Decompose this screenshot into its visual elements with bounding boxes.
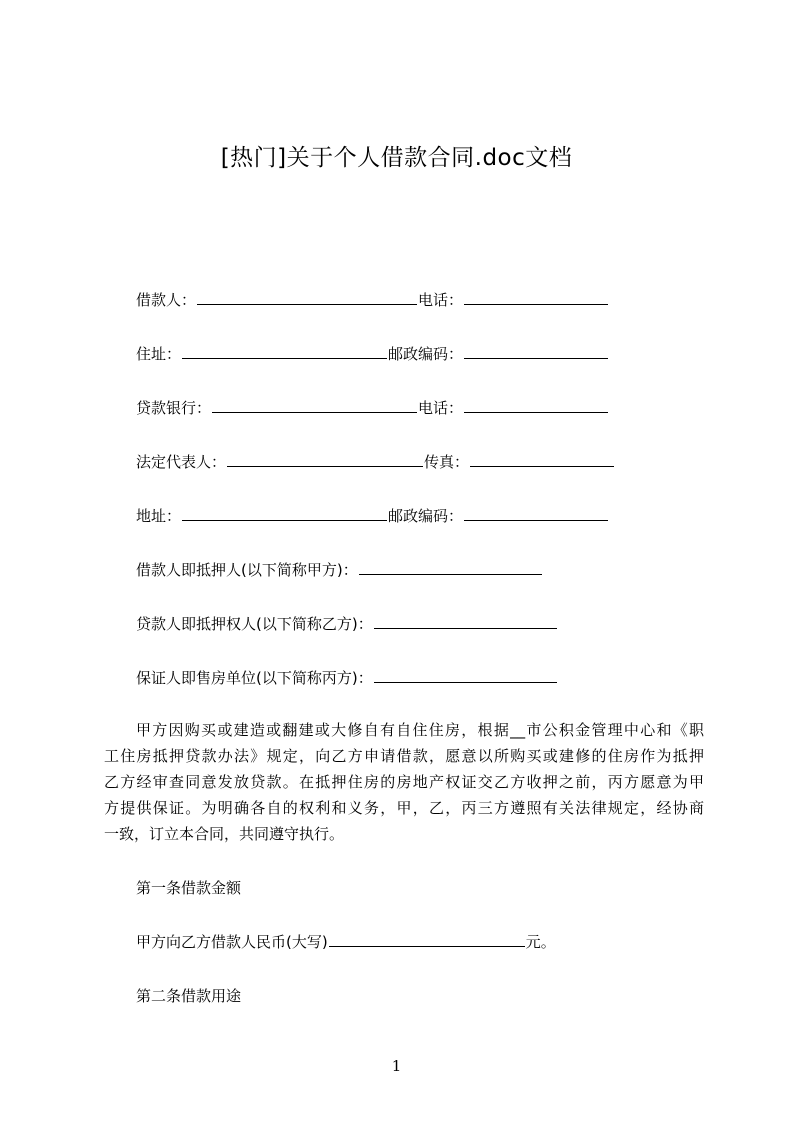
location-line (136, 506, 609, 526)
intro-line-5: 一致，订立本合同，共同遵守执行。 (104, 825, 345, 843)
legal-rep-label: 法定代表人： (136, 453, 227, 471)
legal-rep-line (136, 452, 615, 472)
party-a-label: 借款人即抵押人(以下简称甲方)： (136, 561, 358, 579)
address-label: 住址： (136, 345, 182, 363)
article2-heading: 第二条借款用途 (136, 987, 242, 1005)
loan-amount-blank (329, 932, 525, 947)
page-number: 1 (391, 1057, 402, 1075)
intro-line-1: 甲方因购买或建造或翻建或大修自有自住住房，根据__市公积金管理中心和《职 (136, 721, 704, 739)
intro-paragraph (104, 717, 704, 847)
party-b-label: 贷款人即抵押权人(以下简称乙方)： (136, 615, 373, 633)
bank-phone-blank (464, 398, 608, 413)
article1-text-after: 元。 (525, 933, 556, 951)
bank-label: 贷款银行： (136, 399, 212, 417)
article1-heading: 第一条借款金额 (136, 879, 242, 897)
borrower-phone-label: 电话： (418, 291, 464, 309)
party-c-label: 保证人即售房单位(以下简称丙方)： (136, 669, 373, 687)
party-c-line (136, 668, 558, 688)
party-b-blank (374, 614, 557, 629)
address-postcode-label: 邮政编码： (388, 345, 464, 363)
legal-rep-blank (227, 452, 423, 467)
intro-line-3: 乙方经审查同意发放贷款。在抵押住房的房地产权证交乙方收押之前，丙方愿意为甲 (104, 773, 704, 791)
bank-line (136, 398, 609, 418)
article1-text (136, 932, 556, 952)
location-blank (182, 506, 387, 521)
document-title: [热门]关于个人借款合同.doc文档 (220, 145, 573, 171)
fax-blank (470, 452, 614, 467)
intro-line-2: 工住房抵押贷款办法》规定，向乙方申请借款，愿意以所购买或建修的住房作为抵押 (104, 747, 704, 765)
party-b-line (136, 614, 558, 634)
party-a-line (136, 560, 543, 580)
party-a-blank (359, 560, 542, 575)
borrower-line (136, 290, 609, 310)
article1-text-before: 甲方向乙方借款人民币(大写) (136, 933, 328, 951)
intro-line-4: 方提供保证。为明确各自的权利和义务，甲，乙，丙三方遵照有关法律规定，经协商 (104, 799, 704, 817)
address-postcode-blank (464, 344, 608, 359)
borrower-phone-blank (464, 290, 608, 305)
location-label: 地址： (136, 507, 182, 525)
address-blank (182, 344, 387, 359)
fax-label: 传真： (424, 453, 470, 471)
bank-phone-label: 电话： (418, 399, 464, 417)
borrower-blank (197, 290, 417, 305)
party-c-blank (374, 668, 557, 683)
borrower-label: 借款人： (136, 291, 197, 309)
location-postcode-blank (464, 506, 608, 521)
bank-blank (212, 398, 417, 413)
address-line (136, 344, 609, 364)
location-postcode-label: 邮政编码： (388, 507, 464, 525)
